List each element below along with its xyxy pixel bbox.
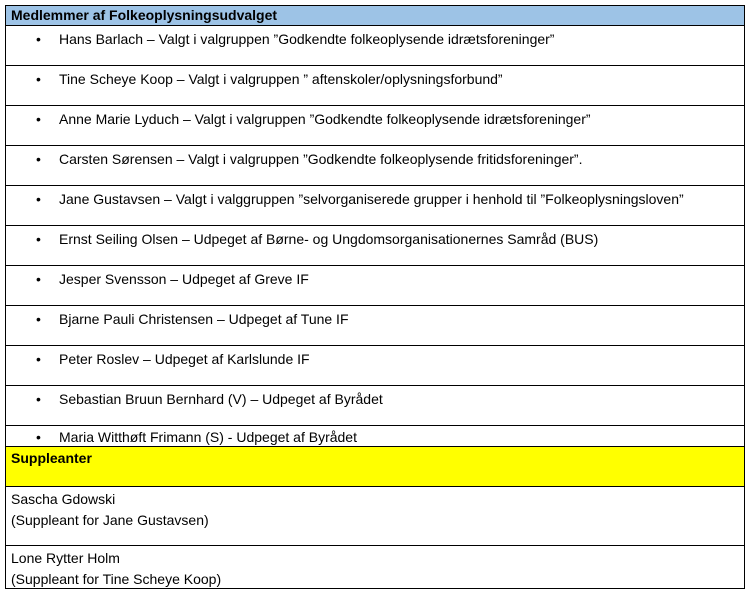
alternate-name: Sascha Gdowski [11,491,116,507]
bullet-icon: • [36,191,41,207]
member-text: Jane Gustavsen – Valgt i valggruppen ”selvorganiserede grupper i henhold til ”Folkeoplysningsloven” [59,191,684,207]
member-row [6,186,745,226]
alternate-name: Lone Rytter Holm [11,550,120,566]
member-text: Jesper Svensson – Udpeget af Greve IF [59,271,309,287]
bullet-icon: • [36,231,41,247]
member-row [6,266,745,306]
committee-table [5,5,745,589]
alternates-header: Suppleanter [6,447,745,487]
alternate-note: (Suppleant for Jane Gustavsen) [11,512,209,528]
bullet-icon: • [36,351,41,367]
member-text: Anne Marie Lyduch – Valgt i valgruppen ”Godkendte folkeoplysende idrætsforeninger” [59,111,591,127]
member-text: Tine Scheye Koop – Valgt i valgruppen ” aftenskoler/oplysningsforbund” [59,71,503,87]
bullet-icon: • [36,429,41,445]
member-row [6,26,745,66]
member-row [6,106,745,146]
bullet-icon: • [36,151,41,167]
bullet-icon: • [36,271,41,287]
alternates-header-row [6,447,745,487]
member-text: Sebastian Bruun Bernhard (V) – Udpeget af Byrådet [59,391,383,407]
member-row [6,226,745,266]
member-row [6,306,745,346]
member-text: Carsten Sørensen – Valgt i valgruppen ”Godkendte folkeoplysende fritidsforeninger”. [59,151,583,167]
member-row [6,346,745,386]
committee-table-container [5,5,745,589]
members-header-row [6,6,745,26]
member-row [6,426,745,447]
members-header: Medlemmer af Folkeoplysningsudvalget [6,6,745,26]
bullet-icon: • [36,391,41,407]
alternate-row [6,487,745,546]
bullet-icon: • [36,111,41,127]
member-text: Maria Witthøft Frimann (S) - Udpeget af Byrådet [59,429,357,445]
member-row [6,146,745,186]
bullet-icon: • [36,71,41,87]
bullet-icon: • [36,31,41,47]
member-text: Ernst Seiling Olsen – Udpeget af Børne- og Ungdomsorganisationernes Samråd (BUS) [59,231,599,247]
bullet-icon: • [36,311,41,327]
member-text: Bjarne Pauli Christensen – Udpeget af Tune IF [59,311,349,327]
member-text: Hans Barlach – Valgt i valgruppen ”Godkendte folkeoplysende idrætsforeninger” [59,31,555,47]
alternate-row [6,546,745,589]
alternate-note: (Suppleant for Tine Scheye Koop) [11,571,222,587]
member-row [6,66,745,106]
member-text: Peter Roslev – Udpeget af Karlslunde IF [59,351,310,367]
member-row [6,386,745,426]
